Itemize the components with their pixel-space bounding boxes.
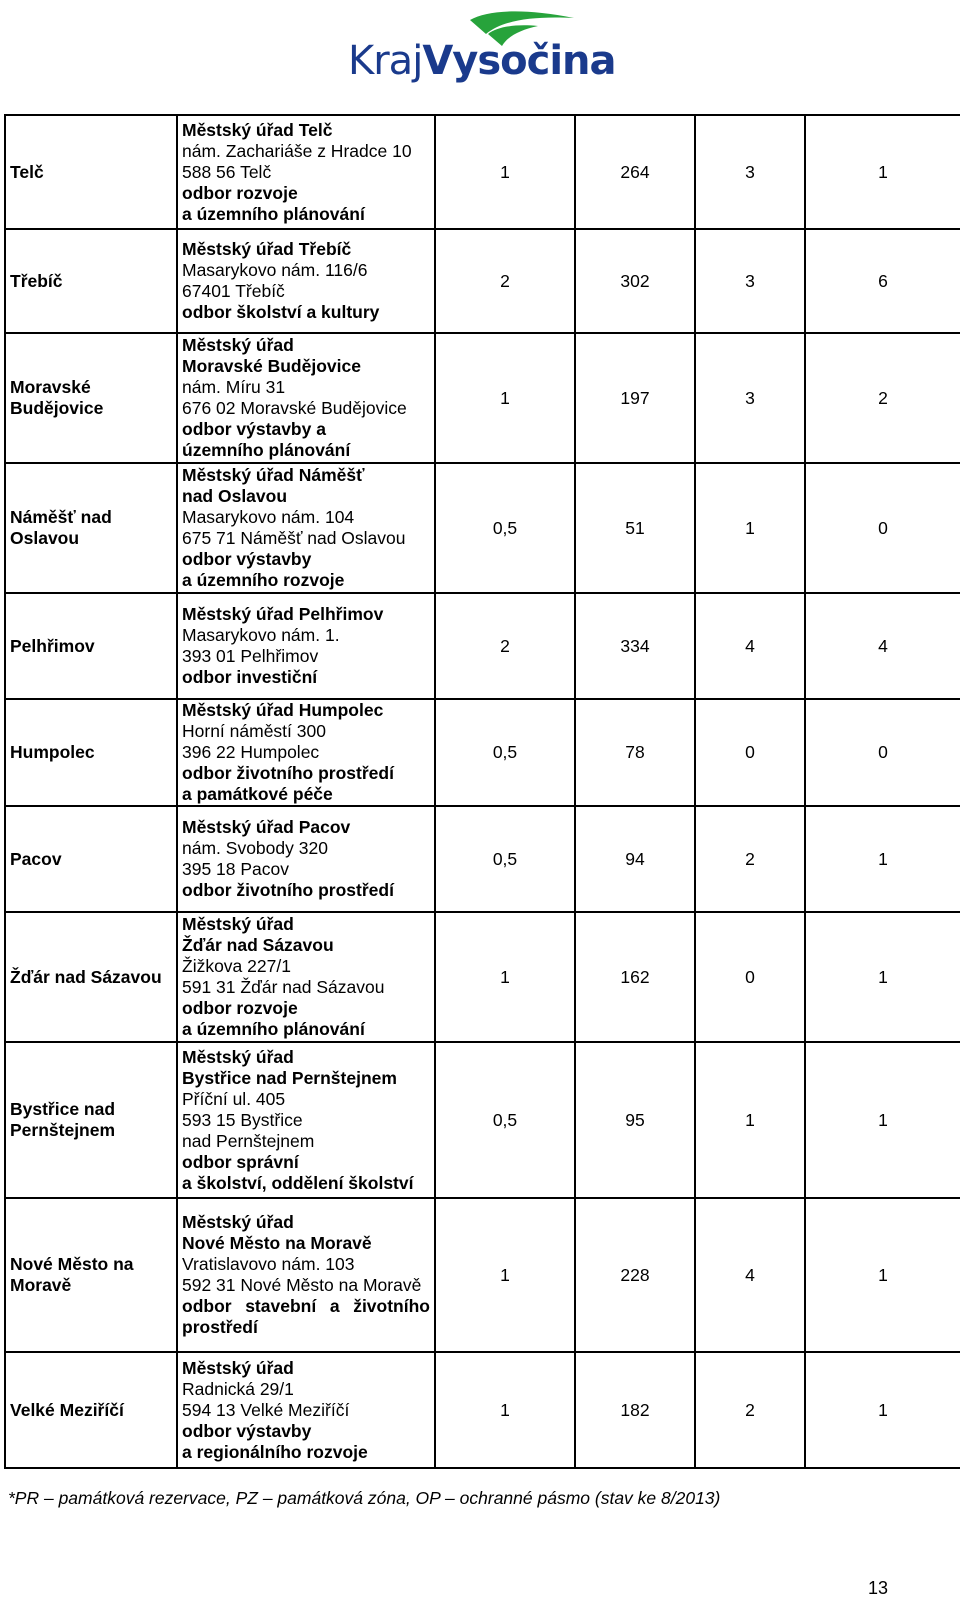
town-cell: Moravské Budějovice <box>5 333 177 463</box>
town-cell: Třebíč <box>5 229 177 333</box>
office-cell <box>177 333 435 463</box>
office-line: Městský úřad <box>182 914 294 934</box>
value-cell-c1: 1 <box>435 1198 575 1352</box>
office-line: Městský úřad Humpolec <box>182 700 384 720</box>
office-cell <box>177 806 435 912</box>
value-cell-c4: 4 <box>805 593 960 699</box>
office-cell <box>177 593 435 699</box>
office-line: 676 02 Moravské Budějovice <box>182 398 407 418</box>
value-cell-c1: 1 <box>435 1352 575 1468</box>
office-line: odbor životního prostředí <box>182 763 394 783</box>
office-line: prostředí <box>182 1317 258 1337</box>
value-cell-c1: 0,5 <box>435 806 575 912</box>
office-line: odbor stavební a životního <box>182 1296 430 1316</box>
value-cell-c1: 1 <box>435 333 575 463</box>
office-line: Městský úřad Pelhřimov <box>182 604 384 624</box>
town-cell: Bystřice nad Pernštejnem <box>5 1042 177 1198</box>
value-cell-c4: 1 <box>805 1198 960 1352</box>
value-cell-c2: 94 <box>575 806 695 912</box>
value-cell-c1: 0,5 <box>435 1042 575 1198</box>
office-line: odbor výstavby <box>182 1420 312 1441</box>
office-line: 588 56 Telč <box>182 161 272 182</box>
value-cell-c4: 2 <box>805 333 960 463</box>
office-line: Žďár nad Sázavou <box>182 935 334 955</box>
value-cell-c4: 1 <box>805 806 960 912</box>
table-row <box>5 333 960 463</box>
kraj-vysocina-logo <box>338 4 616 88</box>
office-cell <box>177 463 435 593</box>
office-line: Nové Město na Moravě <box>182 1233 372 1253</box>
town-cell: Velké Meziříčí <box>5 1352 177 1468</box>
office-line: odbor investiční <box>182 667 318 687</box>
office-line: nad Pernštejnem <box>182 1130 315 1151</box>
office-line: odbor rozvoje <box>182 182 298 203</box>
value-cell-c2: 264 <box>575 115 695 229</box>
office-line: Masarykovo nám. 104 <box>182 507 355 527</box>
value-cell-c4: 1 <box>805 912 960 1042</box>
value-cell-c2: 78 <box>575 699 695 806</box>
office-line: Moravské Budějovice <box>182 356 361 376</box>
office-cell <box>177 1042 435 1198</box>
office-cell <box>177 912 435 1042</box>
value-cell-c4: 1 <box>805 1042 960 1198</box>
office-line: Příční ul. 405 <box>182 1088 286 1109</box>
office-line: nad Oslavou <box>182 486 288 506</box>
value-cell-c4: 0 <box>805 699 960 806</box>
office-line: odbor životního prostředí <box>182 880 394 900</box>
value-cell-c1: 1 <box>435 912 575 1042</box>
value-cell-c3: 2 <box>695 1352 805 1468</box>
office-cell <box>177 699 435 806</box>
value-cell-c3: 1 <box>695 463 805 593</box>
value-cell-c2: 197 <box>575 333 695 463</box>
table-row <box>5 806 960 912</box>
office-line: odbor školství a kultury <box>182 302 380 322</box>
office-line: 592 31 Nové Město na Moravě <box>182 1275 422 1295</box>
town-cell: Telč <box>5 115 177 229</box>
value-cell-c3: 1 <box>695 1042 805 1198</box>
table-row <box>5 593 960 699</box>
value-cell-c3: 3 <box>695 333 805 463</box>
office-line: Městský úřad Pacov <box>182 817 351 837</box>
table-row <box>5 912 960 1042</box>
office-line: Žižkova 227/1 <box>182 956 291 976</box>
value-cell-c2: 95 <box>575 1042 695 1198</box>
table-row <box>5 1352 960 1468</box>
office-line: Městský úřad <box>182 1357 294 1378</box>
value-cell-c4: 6 <box>805 229 960 333</box>
value-cell-c3: 2 <box>695 806 805 912</box>
value-cell-c3: 0 <box>695 699 805 806</box>
office-line: a územního rozvoje <box>182 570 345 590</box>
value-cell-c1: 0,5 <box>435 463 575 593</box>
office-line: Městský úřad Třebíč <box>182 239 352 259</box>
office-line: Masarykovo nám. 1. <box>182 625 340 645</box>
logo-wordmark: KrajVysočina <box>348 38 616 84</box>
town-cell: Náměšť nad Oslavou <box>5 463 177 593</box>
value-cell-c1: 2 <box>435 593 575 699</box>
value-cell-c4: 1 <box>805 115 960 229</box>
office-line: 675 71 Náměšť nad Oslavou <box>182 528 406 548</box>
office-line: Městský úřad <box>182 1212 294 1232</box>
value-cell-c3: 4 <box>695 1198 805 1352</box>
town-cell: Nové Město na Moravě <box>5 1198 177 1352</box>
value-cell-c2: 182 <box>575 1352 695 1468</box>
office-line: nám. Svobody 320 <box>182 838 328 858</box>
value-cell-c1: 2 <box>435 229 575 333</box>
office-line: Vratislavovo nám. 103 <box>182 1254 355 1274</box>
value-cell-c3: 3 <box>695 115 805 229</box>
table-row <box>5 1198 960 1352</box>
town-cell: Žďár nad Sázavou <box>5 912 177 1042</box>
office-line: Městský úřad Telč <box>182 119 333 140</box>
office-line: a školství, oddělení školství <box>182 1172 414 1193</box>
office-line: Městský úřad Náměšť <box>182 465 365 485</box>
table-row <box>5 699 960 806</box>
office-line: odbor výstavby a <box>182 419 326 439</box>
office-line: odbor rozvoje <box>182 998 298 1018</box>
heritage-table <box>4 114 960 1469</box>
office-line: Městský úřad <box>182 1046 294 1067</box>
office-line: 594 13 Velké Meziříčí <box>182 1399 350 1420</box>
value-cell-c1: 1 <box>435 115 575 229</box>
value-cell-c2: 162 <box>575 912 695 1042</box>
office-line: 393 01 Pelhřimov <box>182 646 319 666</box>
office-line: Bystřice nad Pernštejnem <box>182 1067 397 1088</box>
office-line: nám. Míru 31 <box>182 377 286 397</box>
office-line: Městský úřad <box>182 335 294 355</box>
value-cell-c1: 0,5 <box>435 699 575 806</box>
office-line: 593 15 Bystřice <box>182 1109 303 1130</box>
office-cell <box>177 1198 435 1352</box>
office-line: 67401 Třebíč <box>182 281 285 301</box>
office-line: Masarykovo nám. 116/6 <box>182 260 368 280</box>
office-line: a územního plánování <box>182 1019 365 1039</box>
page-number: 13 <box>868 1578 889 1598</box>
footnote: *PR – památková rezervace, PZ – památková zóna, OP – ochranné pásmo (stav ke 8/2013) <box>8 1488 721 1508</box>
office-cell <box>177 1352 435 1468</box>
office-line: Horní náměstí 300 <box>182 721 326 741</box>
office-line: územního plánování <box>182 440 351 460</box>
office-line: odbor správní <box>182 1151 299 1172</box>
value-cell-c3: 3 <box>695 229 805 333</box>
table-body <box>5 115 960 1468</box>
value-cell-c2: 334 <box>575 593 695 699</box>
town-cell: Pelhřimov <box>5 593 177 699</box>
office-line: 395 18 Pacov <box>182 859 290 879</box>
value-cell-c4: 1 <box>805 1352 960 1468</box>
office-line: nám. Zachariáše z Hradce 10 <box>182 140 412 161</box>
table-row <box>5 115 960 229</box>
value-cell-c3: 0 <box>695 912 805 1042</box>
office-line: Radnická 29/1 <box>182 1378 294 1399</box>
value-cell-c4: 0 <box>805 463 960 593</box>
value-cell-c2: 228 <box>575 1198 695 1352</box>
town-cell: Humpolec <box>5 699 177 806</box>
office-line: odbor výstavby <box>182 549 312 569</box>
table-row <box>5 1042 960 1198</box>
office-line: a památkové péče <box>182 784 333 804</box>
office-line: a územního plánování <box>182 203 365 224</box>
table-row <box>5 229 960 333</box>
office-cell <box>177 115 435 229</box>
office-line: a regionálního rozvoje <box>182 1441 368 1462</box>
office-line: 396 22 Humpolec <box>182 742 320 762</box>
value-cell-c3: 4 <box>695 593 805 699</box>
table-row <box>5 463 960 593</box>
office-line: 591 31 Žďár nad Sázavou <box>182 977 385 997</box>
value-cell-c2: 302 <box>575 229 695 333</box>
value-cell-c2: 51 <box>575 463 695 593</box>
office-cell <box>177 229 435 333</box>
town-cell: Pacov <box>5 806 177 912</box>
